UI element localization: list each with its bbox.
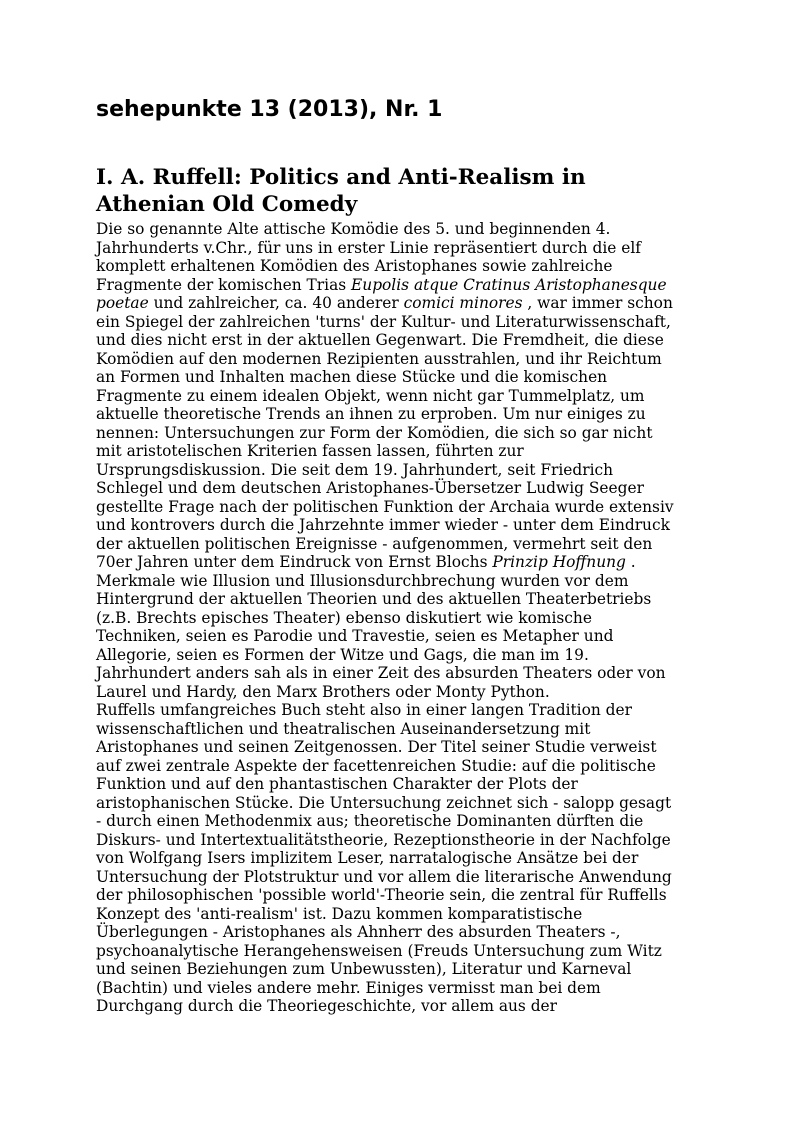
body-text-segment: nennen: Untersuchungen zur Form der Komödien, die sich so gar nicht <box>96 423 653 442</box>
body-text-segment: Merkmale wie Illusion und Illusionsdurchbrechung wurden vor dem <box>96 571 629 590</box>
body-italic-text: Prinzip Hoffnung <box>492 553 626 571</box>
body-line <box>96 609 716 628</box>
body-line <box>96 794 716 813</box>
article-title-line: I. A. Ruffell: Politics and Anti-Realism in <box>96 165 586 190</box>
body-text-segment: Schlegel und dem deutschen Aristophanes-Übersetzer Ludwig Seeger <box>96 479 644 497</box>
body-line <box>96 461 716 480</box>
body-text-segment: 70er Jahren unter dem Eindruck von Ernst Blochs <box>96 553 493 571</box>
body-line <box>96 331 716 350</box>
body-text-segment: Ursprungsdiskussion. Die seit dem 19. Jahrhundert, seit Friedrich <box>96 460 614 479</box>
body-text-segment: gestellte Frage nach der politischen Funktion der Archaia wurde extensiv <box>96 497 674 516</box>
body-text-segment: Ruffells umfangreiches Buch steht also in einer langen Tradition der <box>96 701 632 719</box>
body-line <box>96 997 716 1016</box>
body-text-segment: ein Spiegel der zahlreichen 'turns' der Kultur- und Literaturwissenschaft, <box>96 312 671 331</box>
body-text-segment: der philosophischen 'possible world'-Theorie sein, die zentral für Ruffells <box>96 886 667 904</box>
body-line <box>96 868 716 887</box>
body-line <box>96 313 716 332</box>
body-italic-text: comici minores <box>403 294 523 312</box>
body-line <box>96 886 716 905</box>
document-page <box>96 96 716 1016</box>
body-line <box>96 257 716 276</box>
body-line <box>96 923 716 942</box>
body-line <box>96 276 716 295</box>
body-line <box>96 905 716 924</box>
body-text-segment: psychoanalytische Herangehensweisen (Freuds Untersuchung zum Witz <box>96 941 662 960</box>
body-line <box>96 387 716 406</box>
body-text-segment: und zahlreicher, ca. 40 anderer <box>148 294 404 312</box>
body-line <box>96 239 716 258</box>
body-line <box>96 368 716 387</box>
body-text-segment: und seinen Beziehungen zum Unbewussten), Literatur und Karneval <box>96 960 632 978</box>
body-text-segment: (z.B. Brechts episches Theater) ebenso diskutiert wie komische <box>96 608 592 627</box>
body-line <box>96 405 716 424</box>
body-line <box>96 942 716 961</box>
body-text-segment: von Wolfgang Isers implizitem Leser, narratalogische Ansätze bei der <box>96 849 639 867</box>
body-text-segment: Techniken, seien es Parodie und Travestie, seien es Metapher und <box>96 627 614 645</box>
issue-heading: sehepunkte 13 (2013), Nr. 1 <box>96 97 443 122</box>
body-text-segment: Die so genannte Alte attische Komödie des 5. und beginnenden 4. <box>96 220 611 238</box>
body-text-segment: und kontrovers durch die Jahrzehnte immer wieder - unter dem Eindruck <box>96 516 670 534</box>
body-line <box>96 572 716 591</box>
body-line <box>96 701 716 720</box>
body-line <box>96 831 716 850</box>
article-title <box>96 164 716 218</box>
body-italic-text: poetae <box>96 294 149 312</box>
body-text-segment: und dies nicht erst in der aktuellen Gegenwart. Die Fremdheit, die diese <box>96 331 664 349</box>
body-line <box>96 738 716 757</box>
body-italic-text: Eupolis atque Cratinus Aristophanesque <box>351 275 667 294</box>
body-text-segment: , war immer schon <box>522 294 673 312</box>
body-line <box>96 479 716 498</box>
body-text-segment: Hintergrund der aktuellen Theorien und des aktuellen Theaterbetriebs <box>96 590 652 608</box>
body-line <box>96 590 716 609</box>
body-text-segment: aktuelle theoretische Trends an ihnen zu erproben. Um nur einiges zu <box>96 405 646 423</box>
body-line <box>96 350 716 369</box>
body-line <box>96 294 716 313</box>
body-text-segment: komplett erhaltenen Komödien des Aristophanes sowie zahlreiche <box>96 257 613 275</box>
body-line <box>96 220 716 239</box>
body-line <box>96 627 716 646</box>
body-line <box>96 849 716 868</box>
body-line <box>96 535 716 554</box>
body-text-segment: Allegorie, seien es Formen der Witze und Gags, die man im 19. <box>96 645 589 664</box>
body-line <box>96 646 716 665</box>
body-text-segment: Jahrhunderts v.Chr., für uns in erster Linie repräsentiert durch die elf <box>96 238 641 257</box>
body-line <box>96 442 716 461</box>
body-text-segment: (Bachtin) und vieles andere mehr. Einiges vermisst man bei dem <box>96 978 601 997</box>
body-text-segment: Laurel und Hardy, den Marx Brothers oder Monty Python. <box>96 682 550 701</box>
body-line <box>96 775 716 794</box>
body-text-segment: auf zwei zentrale Aspekte der facettenreichen Studie: auf die politische <box>96 756 656 775</box>
body-line <box>96 960 716 979</box>
body-text-segment: wissenschaftlichen und theatralischen Auseinandersetzung mit <box>96 719 591 738</box>
body-line <box>96 664 716 683</box>
body-text-segment: aristophanischen Stücke. Die Untersuchung zeichnet sich - salopp gesagt <box>96 793 672 812</box>
body-line <box>96 812 716 831</box>
body-text-segment: der aktuellen politischen Ereignisse - aufgenommen, vermehrt seit den <box>96 534 653 553</box>
body-text-segment: an Formen und Inhalten machen diese Stücke und die komischen <box>96 368 608 386</box>
body-text-segment: Aristophanes und seinen Zeitgenossen. Der Titel seiner Studie verweist <box>96 738 657 756</box>
body-text-segment: Durchgang durch die Theoriegeschichte, vor allem aus der <box>96 997 558 1015</box>
body-line <box>96 553 716 572</box>
body-text-segment: mit aristotelischen Kriterien fassen lassen, führten zur <box>96 442 524 460</box>
article-body <box>96 220 716 1016</box>
body-line <box>96 424 716 443</box>
body-text-segment: Untersuchung der Plotstruktur und vor allem die literarische Anwendung <box>96 867 672 886</box>
body-text-segment: Funktion und auf den phantastischen Charakter der Plots der <box>96 775 578 793</box>
body-text-segment: Überlegungen - Aristophanes als Ahnherr des absurden Theaters -, <box>96 923 621 941</box>
body-text-segment: Jahrhundert anders sah als in einer Zeit des absurden Theaters oder von <box>96 664 666 682</box>
body-line <box>96 516 716 535</box>
article-title-line: Athenian Old Comedy <box>96 192 358 217</box>
body-text-segment: Fragmente der komischen Trias <box>96 275 352 294</box>
body-line <box>96 720 716 739</box>
body-line <box>96 979 716 998</box>
body-line <box>96 498 716 517</box>
body-line <box>96 683 716 702</box>
body-text-segment: Fragmente zu einem idealen Objekt, wenn nicht gar Tummelplatz, um <box>96 386 645 405</box>
body-text-segment: - durch einen Methodenmix aus; theoretische Dominanten dürften die <box>96 812 644 830</box>
body-text-segment: Konzept des 'anti-realism' ist. Dazu kommen komparatistische <box>96 904 583 923</box>
body-text-segment: Diskurs- und Intertextualitätstheorie, Rezeptionstheorie in der Nachfolge <box>96 830 671 849</box>
body-text-segment: . <box>625 553 636 571</box>
body-line <box>96 757 716 776</box>
body-text-segment: Komödien auf den modernen Rezipienten ausstrahlen, und ihr Reichtum <box>96 349 662 368</box>
